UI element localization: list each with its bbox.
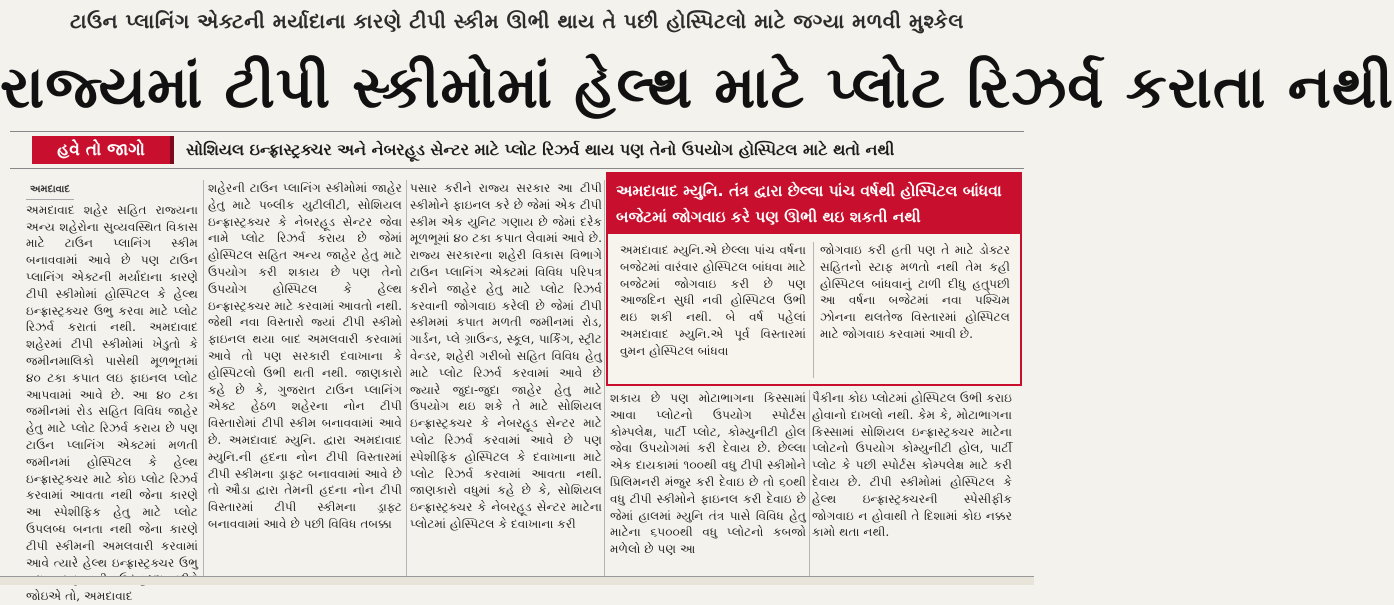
sidebar-box-column-1: અમદાવાદ મ્યુનિ.એ છેલ્લા પાંચ વર્ષના બજેટમાં વારંવાર હોસ્પિટલ બાંધવા માટે બજેટમાં જોગવાઇ કરી છે પણ આજદિન સુધી નવી હોસ્પિટલ ઉભી થઇ શકી નથી. બે વર્ષ પહેલાં અમદાવાદ મ્યુનિ.એ પૂર્વ વિસ્તારમાં વુમન હોસ્પિટલ બાંધવા bbox=[620, 243, 806, 358]
sidebar-box bbox=[606, 172, 1022, 386]
article-column-2: શહેરની ટાઉન પ્લાનિંગ સ્કીમોમાં જાહેર હેતુ માટે પબ્લીક યુટીલીટી, સોશિયલ ઇન્ફ્રાસ્ટ્રક્ચર કે નેબરહૂડ સેન્ટર જેવા નામે પ્લોટ રિઝર્વ કરાય છે જેમાં હોસ્પિટલ સહિત અન્ય જાહેર હેતુ માટે ઉપયોગ કરી શકાય છે પણ તેનો ઉપયોગ હોસ્પિટલ કે હેલ્થ ઇન્ફ્રાસ્ટ્રક્ચર માટે કરવામાં આવતો નથી. જેથી નવા વિસ્તારો જ્યાં ટીપી સ્કીમો ફાઇનલ થયા બાદ અમલવારી કરવામાં આવે તો પણ સરકારી દવાખાના કે હોસ્પિટલો ઉભી થતી નથી. જાણકારો કહે છે કે, ગુજરાત ટાઉન પ્લાનિંગ એક્ટ હેઠળ શહેરના નોન ટીપી વિસ્તારોમાં ટીપી સ્કીમ બનાવવામાં આવે છે. અમદાવાદ મ્યુનિ. દ્વારા અમદાવાદ મ્યુનિ.ની હદના નોન ટીપી વિસ્તારમાં ટીપી સ્કીમના ડ્રાફ્ટ બનાવવામાં આવે છે તો ઔડા દ્વારા તેમની હદના નોન ટીપી વિસ્તારમાં ટીપી સ્કીમના ડ્રાફ્ટ બનાવવામાં આવે છે પછી વિવિધ તબક્કા bbox=[208, 181, 402, 531]
column-divider bbox=[406, 180, 407, 576]
article-column-1 bbox=[26, 180, 198, 604]
dateline: અમદાવાદ bbox=[26, 182, 74, 200]
article-column-3: પસાર કરીને રાજ્ય સરકાર આ ટીપી સ્કીમોને ફાઇનલ કરે છે જેમાં એક ટીપી સ્કીમ એક યુનિટ ગણાય છે જેમાં દરેક મૂળભૂમાં ૪૦ ટકા કપાત લેવામાં આવે છે. રાજ્ય સરકારના શહેરી વિકાસ વિભાગે ટાઉન પ્લાનિંગ એક્ટમાં વિવિધ પરિપત્ર કરીને જાહેર હેતુ માટે પ્લોટ રિઝર્વ કરવાની જોગવાઇ કરેલી છે જેમાં ટીપી સ્કીમમાં કપાત મળતી જમીનમાં રોડ, ગાર્ડન, પ્લે ગ્રાઉન્ડ, સ્કૂલ, પાર્કિંગ, સ્ટ્રીટ વેન્ડર, શહેરી ગરીબો સહિત વિવિધ હેતુ માટે પ્લોટ રિઝર્વ કરવામાં આવે છે જ્યારે જુદા-જુદા જાહેર હેતુ માટે ઉપયોગ થઇ શકે તે માટે સોશિયલ ઇન્ફ્રાસ્ટ્રક્ચર કે નેબરહૂડ સેન્ટર માટે પ્લોટ રિઝર્વ કરવામાં આવે છે પણ સ્પેશીફિક હોસ્પિટલ કે દવાખાના માટે પ્લોટ રિઝર્વ કરવામાં આવતા નથી. જાણકારો વધુમાં કહે છે કે, સોશિયલ ઇન્ફ્રાસ્ટ્રક્ચર કે નેબરહૂડ સેન્ટર માટેના પ્લોટમાં હોસ્પિટલ કે દવાખાના કરી bbox=[410, 181, 602, 531]
column-1-text: અમદાવાદ શહેર સહિત રાજ્યના અન્ય શહેરોના સુવ્યવસ્થિત વિકાસ માટે ટાઉન પ્લાનિંગ સ્કીમ બનાવવામાં આવે છે પણ ટાઉન પ્લાનિંગ એક્ટની મર્યાદાના કારણે ટીપી સ્કીમોમાં હોસ્પિટલ કે હેલ્થ ઇન્ફ્રાસ્ટ્રક્ચર ઉભુ કરવા માટે પ્લોટ રિઝર્વ કરાતાં નથી. અમદાવાદ શહેરમાં ટીપી સ્કીમોમાં ખેડુતો કે જમીનમાલિકો પાસેથી મૂળભૂતમાં ૪૦ ટકા કપાત લઇ ફાઇનલ પ્લોટ આપવામાં આવે છે. આ ૪૦ ટકા જમીનમાં રોડ સહિત વિવિધ જાહેર હેતુ માટે પ્લોટ રિઝર્વ કરાય છે પણ ટાઉન પ્લાનિંગ એક્ટમાં મળતી જમીનમાં હોસ્પિટલ કે હેલ્થ ઇન્ફ્રાસ્ટ્રક્ચર માટે કોઇ પ્લોટ રિઝર્વ કરવામાં આવતા નથી જેના કારણે આ સ્પેશીફિક હેતુ માટે પ્લોટ ઉપલબ્ધ બનતા નથી જેના કારણે ટીપી સ્કીમની અમલવારી કરવામાં આવે ત્યારે હેલ્થ ઇન્ફ્રાસ્ટ્રક્ચર ઉભુ જોઇએ તો, અમદાવાદ bbox=[26, 202, 198, 604]
sidebar-box-title: અમદાવાદ મ્યુનિ. તંત્ર દ્વારા છેલ્લા પાંચ વર્ષથી હોસ્પિટલ બાંધવા બજેટમાં જોગવાઇ કરે પણ ઊભી થઇ શકતી નથી bbox=[608, 174, 1020, 234]
article-column-5: પૈકીના કોઇ પ્લોટમાં હોસ્પિટલ ઉભી કરાઇ હોવાનો દાખલો નથી. કેમ કે, મોટાભાગના કિસ્સામાં સોશિયલ ઇન્ફ્રાસ્ટ્રક્ચર માટેના પ્લોટનો ઉપયોગ કોમ્યુનીટી હોલ, પાર્ટી પ્લોટ કે પછી સ્પોર્ટસ કોમ્પલેક્ષ માટે કરી દેવાય છે. ટીપી સ્કીમોમાં હોસ્પિટલ કે હેલ્થ ઇન્ફ્રાસ્ટ્રક્ચરની સ્પેસીફીક જોગવાઇ ન હોવાથી તે દિશામાં કોઇ નક્કર કામો થતા નથી. bbox=[812, 391, 1012, 540]
column-divider bbox=[604, 180, 605, 576]
column-divider bbox=[203, 180, 204, 576]
subheadline: સોશિયલ ઇન્ફ્રાસ્ટ્રક્ચર અને નેબરહૂડ સેન્ટર માટે પ્લોટ રિઝર્વ થાય પણ તેનો ઉપયોગ હોસ્પિટલ માટે થતો નથી bbox=[186, 140, 895, 159]
column-divider bbox=[813, 242, 814, 378]
subhead-row bbox=[10, 131, 1024, 169]
section-tag: હવે તો જાગો bbox=[32, 136, 174, 164]
column-divider bbox=[809, 390, 810, 576]
sidebar-box-column-2: જોગવાઇ કરી હતી પણ તે માટે ડોક્ટર સહિતનો સ્ટાફ મળતો નથી તેમ કહી હોસ્પિટલ બાંધવાનું ટાળી દીધુ હતુ્પછી આ વર્ષના બજેટમાં નવા પશ્ચિમ ઝોનના થલતેજ વિસ્તારમાં હોસ્પિટલ માટે જોગવાઇ કરવામાં આવી છે. bbox=[820, 243, 1010, 341]
main-headline: રાજ્યમાં ટીપી સ્કીમોમાં હેલ્થ માટે પ્લોટ રિઝર્વ કરાતા નથી bbox=[0, 53, 1394, 121]
next-article-strip bbox=[0, 576, 1034, 585]
article-column-4: શકાય છે પણ મોટાભાગના કિસ્સામાં આવા પ્લોટનો ઉપયોગ સ્પોર્ટસ કોમ્પલેક્ષ, પાર્ટી પ્લોટ, કોમ્યુનીટી હોલ જેવા ઉપયોગમાં કરી દેવાય છે. છેલ્લા એક દાયકામાં ૧૦૦થી વધુ ટીપી સ્કીમોને પ્રિલિમનરી મંજુર કરી દેવાઇ છે તો ૬૦થી વધુ ટીપી સ્કીમોને ફાઇનલ કરી દેવાઇ છે જેમાં હાલમાં મ્યુનિ તંત્ર પાસે વિવિધ હેતુ માટેના ૬૫૦૦થી વધુ પ્લોટનો કબજો મળેલો છે પણ આ bbox=[610, 391, 806, 557]
kicker-headline: ટાઉન પ્લાનિંગ એક્ટની મર્યાદાના કારણે ટીપી સ્કીમ ઊભી થાય તે પછી હોસ્પિટલો માટે જગ્યા મળવી મુશ્કેલ bbox=[69, 9, 965, 33]
